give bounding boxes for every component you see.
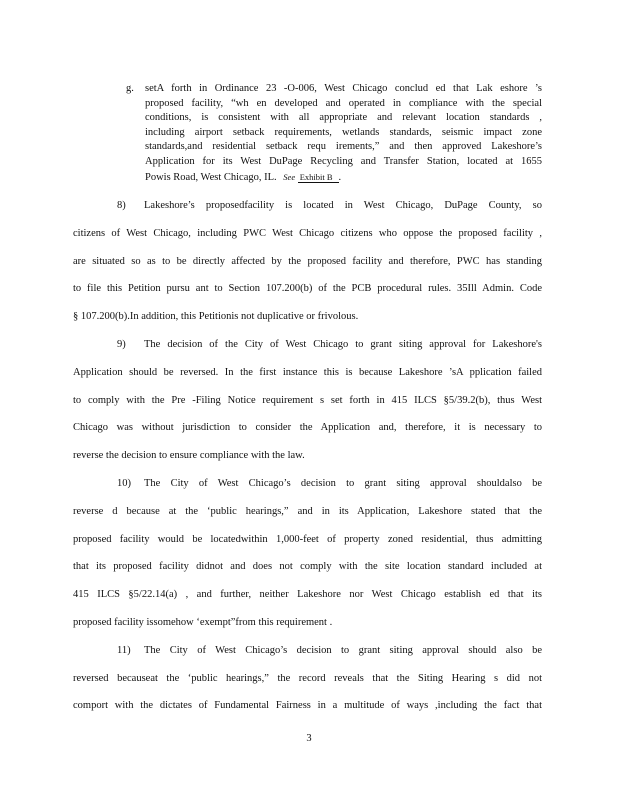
text-line: conditions, is consistent with all appropriate and relevant location standards , bbox=[145, 112, 542, 124]
text-fragment: Lakeshore’s proposedfacility is located in West Chicago, DuPage County, so bbox=[144, 200, 542, 211]
paragraph-first-line bbox=[73, 331, 542, 359]
paragraph-11 bbox=[73, 637, 542, 720]
text-line: reverse the decision to ensure compliance with the law. bbox=[73, 450, 305, 462]
text-fragment: Powis Road, West Chicago, IL. bbox=[145, 171, 277, 183]
paragraph-first-line bbox=[73, 637, 542, 665]
paragraph-9 bbox=[73, 331, 542, 470]
text-line: citizens of West Chicago, including PWC West Chicago citizens who oppose the proposed facility , bbox=[73, 227, 542, 239]
text-line: proposed facility issomehow ‘exempt”from this requirement . bbox=[73, 616, 333, 628]
paragraph-first-line bbox=[73, 192, 542, 220]
text-line: that its proposed facility didnot and does not comply with the site location standard included at bbox=[73, 561, 542, 573]
text-line: Application for its West DuPage Recycling and Transfer Station, located at 1655 bbox=[145, 155, 542, 167]
text-fragment: The City of West Chicago’s decision to grant siting approval should also be bbox=[144, 644, 542, 656]
document-body bbox=[73, 192, 542, 720]
subparagraph-g bbox=[126, 82, 542, 185]
see-signal: See bbox=[283, 171, 296, 182]
page-number: 3 bbox=[306, 733, 312, 744]
subparagraph-marker: g. bbox=[126, 83, 134, 94]
text-line: comport with the dictates of Fundamental Fairness in a multitude of ways ,including the fact that bbox=[73, 700, 542, 712]
paragraph-first-line bbox=[73, 470, 542, 498]
text-line: 415 ILCS §5/22.14(a) , and further, neither Lakeshore nor West Chicago establish ed that its bbox=[73, 589, 542, 601]
paragraph-10 bbox=[73, 470, 542, 637]
text-line: reversed becauseat the ‘public hearings,” the record reveals that the Siting Hearing s did not bbox=[73, 672, 542, 684]
text-line: proposed facility, “wh en developed and operated in compliance with the special bbox=[145, 97, 542, 109]
text-line: § 107.200(b).In addition, this Petitionis not duplicative or frivolous. bbox=[73, 311, 359, 323]
period: . bbox=[338, 171, 342, 183]
text-line: reverse d because at the ‘public hearings,” and in its Application, Lakeshore stated that the bbox=[73, 505, 542, 517]
text-fragment: The City of West Chicago’s decision to grant siting approval shouldalso be bbox=[144, 477, 542, 489]
text-line: proposed facility would be locatedwithin 1,000-feet of property zoned residential, thus admitting bbox=[73, 533, 542, 545]
paragraph-8 bbox=[73, 192, 542, 331]
text-line: standards,and residential setback requ irements,” and then approved Lakeshore’s bbox=[145, 141, 542, 153]
text-line: to file this Petition pursu ant to Section 107.200(b) of the PCB procedural rules. 35Ill Admin. Code bbox=[73, 283, 542, 295]
text-line: Application should be reversed. In the first instance this is because Lakeshore ’sA pplication failed bbox=[73, 366, 542, 378]
paragraph-number: 10) bbox=[117, 477, 131, 489]
text-line: including airport setback requirements, wetlands standards, seismic impact zone bbox=[145, 126, 542, 138]
text-line: are situated so as to be directly affected by the proposed facility and therefore, PWC has standing bbox=[73, 255, 542, 267]
paragraph-number: 11) bbox=[117, 644, 131, 656]
exhibit-reference: Exhibit B bbox=[298, 172, 339, 183]
text-line bbox=[145, 170, 542, 186]
text-line: to comply with the Pre -Filing Notice requirement s set forth in 415 ILCS §5/39.2(b), thus West bbox=[73, 394, 542, 406]
paragraph-number: 9) bbox=[117, 338, 126, 350]
text-fragment: The decision of the City of West Chicago to grant siting approval for Lakeshore's bbox=[144, 338, 542, 350]
text-line: Chicago was without jurisdiction to consider the Application and, therefore, it is necessary to bbox=[73, 422, 542, 434]
text-line: setA forth in Ordinance 23 -O-006, West Chicago conclud ed that Lak eshore ’s bbox=[145, 83, 542, 94]
paragraph-number: 8) bbox=[117, 200, 126, 211]
